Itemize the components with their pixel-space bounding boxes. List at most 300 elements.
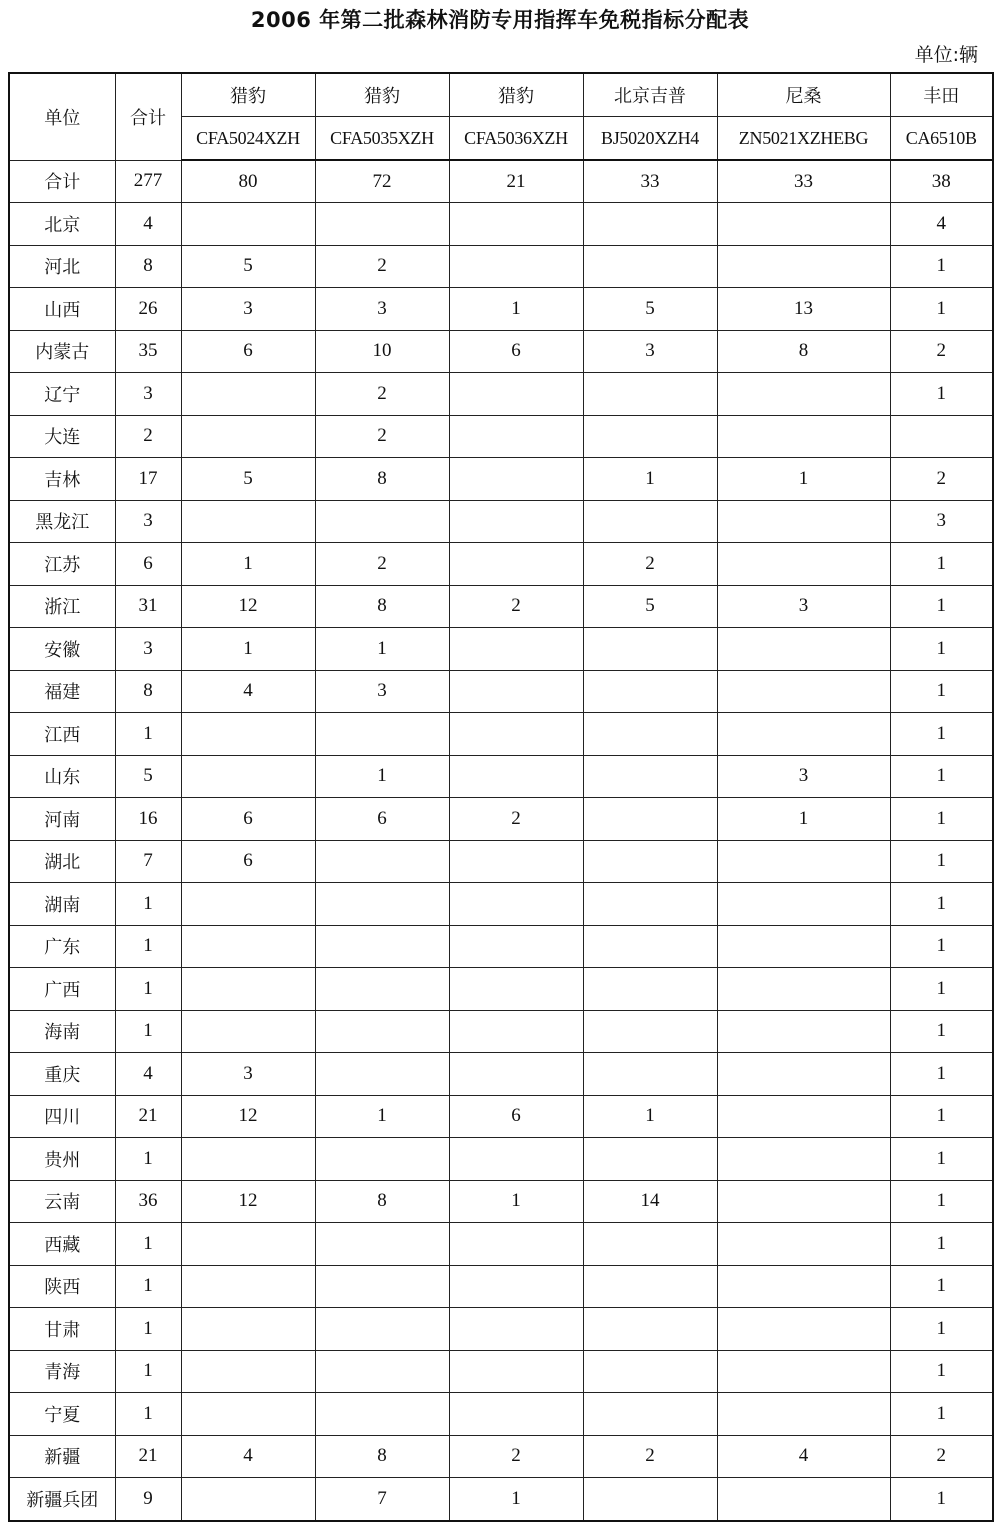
value-cell [583,1053,717,1096]
value-cell: 8 [315,458,449,501]
header-model: CFA5024XZH [181,117,315,161]
value-cell [449,415,583,458]
page-title: 2006 年第二批森林消防专用指挥车免税指标分配表 [250,8,750,32]
total-cell: 4 [115,1053,181,1096]
table-row [9,415,993,458]
table-row [9,1223,993,1266]
unit-cell: 宁夏 [9,1393,115,1436]
table-row [9,925,993,968]
value-cell: 14 [583,1180,717,1223]
value-cell: 4 [181,670,315,713]
value-cell: 1 [315,628,449,671]
value-cell [449,1010,583,1053]
value-cell [181,203,315,246]
value-cell [583,1265,717,1308]
unit-cell: 辽宁 [9,373,115,416]
value-cell [449,713,583,756]
value-cell [717,925,890,968]
value-cell [583,1223,717,1266]
value-cell: 1 [449,1478,583,1521]
value-cell [315,883,449,926]
value-cell [583,415,717,458]
total-cell: 2 [115,415,181,458]
value-cell [717,1478,890,1521]
value-cell [449,245,583,288]
unit-cell: 内蒙古 [9,330,115,373]
value-cell [315,968,449,1011]
value-cell: 8 [315,1180,449,1223]
value-cell [181,1138,315,1181]
value-cell [583,670,717,713]
header-row-brands [9,73,993,117]
value-cell: 33 [717,160,890,203]
value-cell: 1 [890,1053,993,1096]
unit-cell: 湖北 [9,840,115,883]
value-cell [315,1308,449,1351]
table-row [9,968,993,1011]
table-row [9,670,993,713]
value-cell [717,1350,890,1393]
header-model: ZN5021XZHEBG [717,117,890,161]
value-cell: 1 [890,1393,993,1436]
table-row [9,1180,993,1223]
value-cell: 3 [181,288,315,331]
value-cell [315,713,449,756]
value-cell: 12 [181,1180,315,1223]
value-cell [449,500,583,543]
unit-cell: 江苏 [9,543,115,586]
unit-cell: 吉林 [9,458,115,501]
table-row [9,1308,993,1351]
table-row [9,798,993,841]
value-cell [315,1350,449,1393]
total-cell: 277 [115,160,181,203]
value-cell [449,1265,583,1308]
value-cell [583,1308,717,1351]
value-cell [717,968,890,1011]
value-cell: 1 [890,883,993,926]
value-cell [717,1180,890,1223]
value-cell: 3 [583,330,717,373]
value-cell: 21 [449,160,583,203]
value-cell [583,925,717,968]
value-cell [315,840,449,883]
table-row [9,1478,993,1521]
value-cell [181,500,315,543]
value-cell [181,713,315,756]
table-row [9,203,993,246]
value-cell: 1 [449,288,583,331]
value-cell [449,755,583,798]
value-cell [717,1308,890,1351]
unit-cell: 重庆 [9,1053,115,1096]
table-row [9,713,993,756]
value-cell: 6 [449,330,583,373]
value-cell: 1 [890,373,993,416]
value-cell: 5 [181,458,315,501]
value-cell: 1 [315,1095,449,1138]
value-cell [583,1010,717,1053]
value-cell: 1 [315,755,449,798]
value-cell: 1 [890,585,993,628]
value-cell [717,373,890,416]
table-row [9,1053,993,1096]
value-cell: 4 [181,1435,315,1478]
unit-cell: 山东 [9,755,115,798]
total-cell: 1 [115,1223,181,1266]
unit-cell: 陕西 [9,1265,115,1308]
value-cell: 1 [890,245,993,288]
table-row [9,1393,993,1436]
value-cell: 1 [890,670,993,713]
unit-cell: 北京 [9,203,115,246]
value-cell [717,1138,890,1181]
value-cell: 2 [315,245,449,288]
value-cell: 8 [315,585,449,628]
value-cell [717,415,890,458]
value-cell [449,1223,583,1266]
value-cell: 1 [890,1308,993,1351]
total-cell: 8 [115,245,181,288]
table-row [9,1010,993,1053]
value-cell [583,628,717,671]
unit-cell: 大连 [9,415,115,458]
value-cell [717,1010,890,1053]
value-cell: 2 [315,415,449,458]
table-row [9,585,993,628]
value-cell: 1 [890,288,993,331]
table-row [9,500,993,543]
value-cell: 1 [890,798,993,841]
value-cell: 72 [315,160,449,203]
value-cell [181,1393,315,1436]
value-cell: 2 [583,1435,717,1478]
value-cell [717,1095,890,1138]
value-cell [449,840,583,883]
value-cell: 2 [315,543,449,586]
value-cell: 1 [890,713,993,756]
value-cell [583,1138,717,1181]
value-cell: 2 [890,1435,993,1478]
value-cell [890,415,993,458]
unit-cell: 西藏 [9,1223,115,1266]
table-row [9,288,993,331]
value-cell: 1 [717,798,890,841]
value-cell: 38 [890,160,993,203]
unit-cell: 新疆 [9,1435,115,1478]
table-row [9,628,993,671]
value-cell [717,245,890,288]
unit-cell: 广东 [9,925,115,968]
value-cell [583,373,717,416]
value-cell [181,968,315,1011]
header-brand: 北京吉普 [583,73,717,117]
value-cell: 3 [717,585,890,628]
value-cell: 2 [315,373,449,416]
value-cell: 3 [890,500,993,543]
value-cell [181,1350,315,1393]
value-cell [717,1223,890,1266]
value-cell: 2 [449,1435,583,1478]
value-cell: 1 [890,1180,993,1223]
table-row [9,1138,993,1181]
value-cell [583,840,717,883]
value-cell: 1 [449,1180,583,1223]
value-cell: 7 [315,1478,449,1521]
unit-cell: 黑龙江 [9,500,115,543]
value-cell: 6 [181,798,315,841]
header-brand: 猎豹 [181,73,315,117]
total-cell: 1 [115,1393,181,1436]
value-cell [181,1308,315,1351]
value-cell: 33 [583,160,717,203]
value-cell: 1 [181,543,315,586]
value-cell: 5 [583,585,717,628]
value-cell [181,373,315,416]
total-cell: 31 [115,585,181,628]
value-cell [315,203,449,246]
total-cell: 3 [115,500,181,543]
unit-cell: 云南 [9,1180,115,1223]
value-cell [583,203,717,246]
value-cell: 1 [890,755,993,798]
value-cell [449,1393,583,1436]
unit-cell: 四川 [9,1095,115,1138]
table-row [9,883,993,926]
value-cell: 1 [890,968,993,1011]
table-row [9,1350,993,1393]
value-cell [315,1393,449,1436]
value-cell: 10 [315,330,449,373]
value-cell [315,1138,449,1181]
value-cell [181,1010,315,1053]
unit-cell: 青海 [9,1350,115,1393]
value-cell: 4 [890,203,993,246]
value-cell [449,670,583,713]
value-cell: 1 [890,840,993,883]
value-cell [449,203,583,246]
value-cell [449,925,583,968]
value-cell [583,1393,717,1436]
table-row [9,458,993,501]
value-cell [583,500,717,543]
value-cell: 1 [181,628,315,671]
total-cell: 1 [115,713,181,756]
value-cell: 80 [181,160,315,203]
value-cell [315,500,449,543]
value-cell: 3 [181,1053,315,1096]
total-cell: 21 [115,1095,181,1138]
value-cell: 3 [315,288,449,331]
value-cell [717,670,890,713]
header-model: CFA5036XZH [449,117,583,161]
header-brand: 尼桑 [717,73,890,117]
value-cell [583,713,717,756]
value-cell [181,1223,315,1266]
table-body [9,73,993,1521]
value-cell: 1 [890,1265,993,1308]
unit-cell: 湖南 [9,883,115,926]
value-cell: 1 [890,1350,993,1393]
table-row [9,1095,993,1138]
total-cell: 7 [115,840,181,883]
header-brand: 猎豹 [315,73,449,117]
value-cell [181,415,315,458]
value-cell: 1 [890,1010,993,1053]
value-cell: 1 [583,1095,717,1138]
unit-label: 单位:辆 [914,44,978,66]
unit-cell: 河南 [9,798,115,841]
table-row [9,755,993,798]
value-cell [449,1308,583,1351]
value-cell: 1 [717,458,890,501]
value-cell: 1 [890,1223,993,1266]
value-cell [717,628,890,671]
total-cell: 36 [115,1180,181,1223]
value-cell: 1 [890,628,993,671]
unit-cell: 江西 [9,713,115,756]
total-cell: 1 [115,968,181,1011]
value-cell [449,1138,583,1181]
value-cell [583,1350,717,1393]
value-cell: 1 [583,458,717,501]
value-cell [583,968,717,1011]
value-cell [181,1265,315,1308]
value-cell: 6 [315,798,449,841]
value-cell: 6 [181,840,315,883]
total-cell: 1 [115,1010,181,1053]
value-cell [583,883,717,926]
value-cell [449,543,583,586]
value-cell: 2 [449,798,583,841]
header-model: CA6510B [890,117,993,161]
table-row [9,1435,993,1478]
value-cell [449,458,583,501]
unit-cell: 安徽 [9,628,115,671]
value-cell [717,1265,890,1308]
header-brand: 猎豹 [449,73,583,117]
value-cell [449,883,583,926]
header-model: CFA5035XZH [315,117,449,161]
value-cell: 1 [890,543,993,586]
value-cell: 5 [583,288,717,331]
value-cell: 4 [717,1435,890,1478]
unit-cell: 山西 [9,288,115,331]
table-row [9,543,993,586]
total-cell: 1 [115,1308,181,1351]
value-cell: 2 [449,585,583,628]
total-cell: 16 [115,798,181,841]
value-cell [717,883,890,926]
value-cell: 8 [717,330,890,373]
value-cell: 13 [717,288,890,331]
value-cell: 6 [449,1095,583,1138]
unit-cell: 河北 [9,245,115,288]
value-cell [717,1053,890,1096]
value-cell: 8 [315,1435,449,1478]
total-row [9,160,993,203]
header-total: 合计 [115,73,181,160]
value-cell [717,1393,890,1436]
unit-cell: 广西 [9,968,115,1011]
value-cell: 1 [890,925,993,968]
value-cell [315,1265,449,1308]
value-cell: 1 [890,1478,993,1521]
value-cell [717,840,890,883]
total-cell: 1 [115,925,181,968]
value-cell: 1 [890,1138,993,1181]
value-cell: 2 [890,458,993,501]
value-cell: 1 [890,1095,993,1138]
table-row [9,245,993,288]
value-cell [449,1053,583,1096]
value-cell [583,798,717,841]
allocation-table [8,72,994,1522]
value-cell: 12 [181,1095,315,1138]
value-cell [315,1053,449,1096]
total-cell: 1 [115,1138,181,1181]
total-cell: 3 [115,373,181,416]
total-cell: 35 [115,330,181,373]
total-cell: 21 [115,1435,181,1478]
value-cell [315,925,449,968]
value-cell: 12 [181,585,315,628]
total-cell: 6 [115,543,181,586]
value-cell: 3 [315,670,449,713]
value-cell [583,245,717,288]
value-cell [181,883,315,926]
value-cell [181,925,315,968]
value-cell [717,203,890,246]
unit-cell: 甘肃 [9,1308,115,1351]
value-cell: 2 [890,330,993,373]
value-cell [449,1350,583,1393]
value-cell [449,373,583,416]
value-cell [583,755,717,798]
value-cell [449,968,583,1011]
value-cell [717,713,890,756]
total-cell: 4 [115,203,181,246]
value-cell [583,1478,717,1521]
value-cell: 5 [181,245,315,288]
total-cell: 5 [115,755,181,798]
unit-cell: 浙江 [9,585,115,628]
header-brand: 丰田 [890,73,993,117]
total-cell: 1 [115,1265,181,1308]
value-cell: 6 [181,330,315,373]
table-row [9,840,993,883]
unit-cell: 新疆兵团 [9,1478,115,1521]
total-cell: 26 [115,288,181,331]
value-cell [717,543,890,586]
value-cell [181,755,315,798]
total-cell: 8 [115,670,181,713]
unit-cell: 海南 [9,1010,115,1053]
value-cell [181,1478,315,1521]
total-cell: 1 [115,883,181,926]
unit-cell: 合计 [9,160,115,203]
value-cell [315,1010,449,1053]
table-row [9,373,993,416]
total-cell: 9 [115,1478,181,1521]
value-cell: 3 [717,755,890,798]
value-cell [315,1223,449,1266]
value-cell [717,500,890,543]
total-cell: 1 [115,1350,181,1393]
header-model: BJ5020XZH4 [583,117,717,161]
table-row [9,1265,993,1308]
table-row [9,330,993,373]
